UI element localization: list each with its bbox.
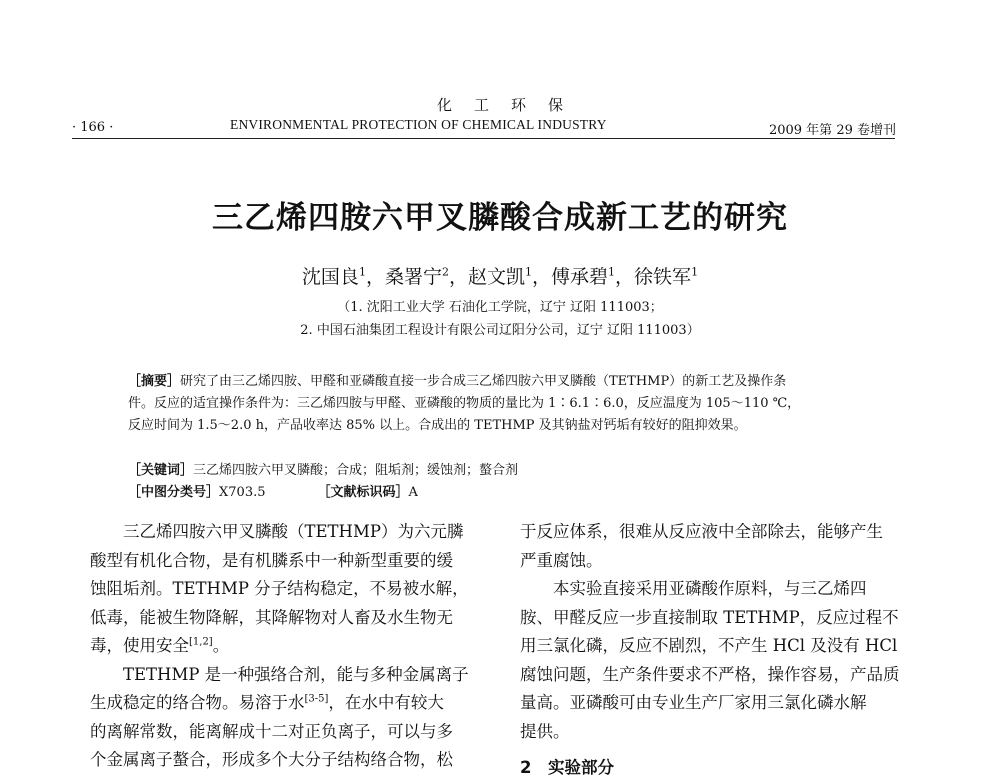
- citation-ref: [1,2]: [189, 636, 213, 648]
- author-separator: ，: [615, 266, 635, 288]
- abstract-line: 件。反应的适宜操作条件为：三乙烯四胺与甲醛、亚磷酸的物质的量比为 1∶6.1∶6.0，反应温度为 105～110 ℃，: [128, 396, 801, 411]
- author-affiliation-mark: 1: [525, 265, 532, 279]
- body-line: 于反应体系，很难从反应液中全部除去，能够产生: [520, 522, 883, 541]
- author-name: 沈国良: [301, 266, 359, 288]
- journal-name-en: ENVIRONMENTAL PROTECTION OF CHEMICAL INDUSTRY: [230, 117, 607, 132]
- author-affiliation-mark: 1: [608, 265, 616, 279]
- abstract-text: 研究了由三乙烯四胺、甲醛和亚磷酸直接一步合成三乙烯四胺六甲叉膦酸（TETHMP）的新工艺及操作条: [180, 374, 787, 389]
- body-line: 低毒，能被生物降解，其降解物对人畜及水生物无: [90, 607, 453, 627]
- citation-ref: [3-5]: [304, 693, 329, 705]
- body-line: 个金属离子螯合，形成多个大分子结构络合物，松: [90, 750, 453, 769]
- author-name: 桑署宁: [384, 266, 442, 288]
- author-name: 傅承碧: [551, 266, 609, 288]
- body-text: ，在水中有较大: [328, 693, 444, 712]
- abstract-line: [128, 371, 880, 393]
- body-text: 生成稳定的络合物。易溶于水: [90, 693, 305, 712]
- author-affiliation-mark: 1: [691, 265, 699, 279]
- body-line: 酸型有机化合物，是有机膦系中一种新型重要的缓: [90, 550, 453, 570]
- journal-name-cn: 化工环保: [436, 96, 585, 114]
- abstract-line: 反应时间为 1.5～2.0 h，产品收率达 85% 以上。合成出的 TETHMP 及其钠盐对钙垢有较好的阻抑效果。: [128, 418, 747, 433]
- body-line: 量高。亚磷酸可由专业生产厂家用三氯化磷水解: [520, 693, 867, 712]
- affiliation-1: （1. 沈阳工业大学 石油化工学院，辽宁 辽阳 111003；: [337, 300, 663, 315]
- author-name: 赵文凯: [467, 266, 525, 288]
- doc-code: A: [408, 485, 418, 500]
- body-line: 的离解常数，能离解成十二对正负离子，可以与多: [90, 721, 453, 741]
- doc-code-label: ［文献标识码］: [317, 485, 409, 500]
- body-line: 蚀阻垢剂。TETHMP 分子结构稳定，不易被水解，: [90, 579, 469, 598]
- body-line: 三乙烯四胺六甲叉膦酸（TETHMP）为六元膦: [90, 522, 464, 541]
- issue-info: 2009 年第 29 卷增刊: [768, 123, 896, 138]
- body-line: [90, 689, 495, 718]
- keywords: [128, 459, 518, 478]
- page-number: · 166 ·: [72, 120, 114, 135]
- article-title: 三乙烯四胺六甲叉膦酸合成新工艺的研究: [212, 200, 788, 236]
- body-column-right: [520, 518, 915, 783]
- keywords-text: 三乙烯四胺六甲叉膦酸；合成；阻垢剂；缓蚀剂；螯合剂: [193, 463, 519, 478]
- body-text: 。: [212, 636, 230, 655]
- body-line: 用三氯化磷，反应不剧烈，不产生 HCl 及没有 HCl: [520, 636, 898, 655]
- body-line: [90, 632, 495, 661]
- body-line: 胺、甲醛反应一步直接制取 TETHMP，反应过程不: [520, 607, 899, 627]
- affiliation-2: 2. 中国石油集团工程设计有限公司辽阳分公司，辽宁 辽阳 111003）: [300, 323, 700, 338]
- abstract: [128, 371, 880, 437]
- abstract-label: ［摘要］: [128, 374, 181, 389]
- body-line: 提供。: [520, 721, 570, 741]
- keywords-label: ［关键词］: [128, 463, 194, 478]
- clc-code: X703.5: [219, 485, 266, 500]
- body-line: TETHMP 是一种强络合剂，能与多种金属离子: [90, 664, 469, 684]
- body-column-left: [90, 518, 495, 775]
- author-list: [0, 262, 1000, 289]
- header-rule: [72, 138, 895, 139]
- author-separator: ，: [532, 266, 552, 288]
- body-line: 腐蚀问题，生产条件要求不严格，操作容易，产品质: [520, 664, 900, 684]
- author-separator: ，: [448, 266, 468, 288]
- body-text: 毒，使用安全: [90, 636, 189, 655]
- author-affiliation-mark: 2: [441, 265, 449, 279]
- author-separator: ，: [365, 266, 385, 288]
- section-heading: 2 实验部分: [520, 758, 614, 777]
- author-name: 徐铁军: [634, 266, 692, 288]
- classification: [128, 481, 418, 500]
- clc-label: ［中图分类号］: [128, 485, 220, 500]
- author-affiliation-mark: 1: [358, 265, 366, 279]
- body-line: 严重腐蚀。: [520, 550, 603, 570]
- body-line: 本实验直接采用亚磷酸作原料，与三乙烯四: [520, 579, 867, 598]
